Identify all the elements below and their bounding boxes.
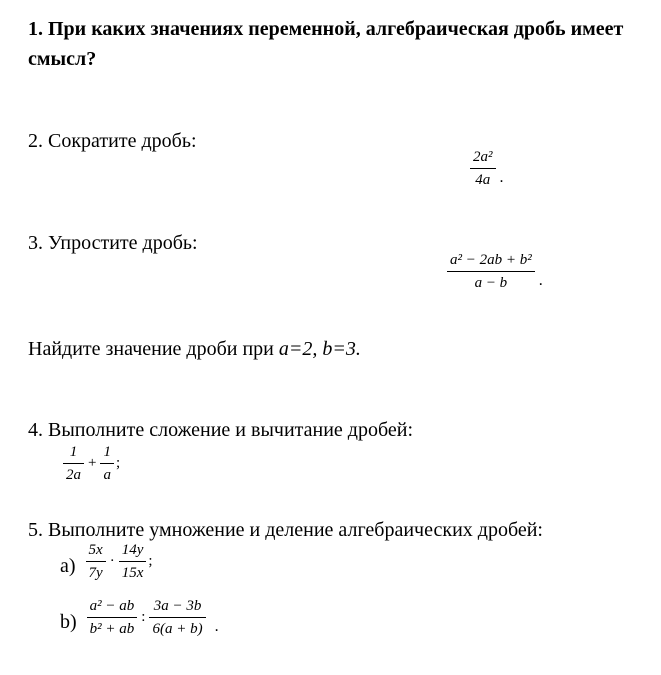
p5a-punctuation: ; [148, 553, 153, 569]
problem-4-label: 4. Выполните сложение и вычитание дробей: [28, 419, 414, 441]
p3-fraction-numerator: a² − 2ab + b² [447, 251, 535, 272]
p4-fraction-1-denominator: 2a [66, 467, 81, 483]
problem-3-label: 3. Упростите дробь: [28, 232, 198, 254]
p5a-fraction-1 [86, 541, 106, 582]
p4-punctuation: ; [115, 455, 121, 471]
p2-fraction-denominator: 4a [475, 172, 491, 188]
p5b-fraction-2-denominator: 6(a + b) [152, 621, 203, 637]
p5a-fraction-1-denominator: 7y [88, 565, 103, 581]
p3-note-math: a=2, b=3. [278, 338, 361, 360]
p3-punctuation: . [538, 272, 543, 289]
problem-2-label: 2. Сократите дробь: [28, 130, 197, 152]
p4-fraction-2-numerator: 1 [100, 443, 114, 464]
problem-3-expression [447, 251, 543, 292]
p5b-fraction-2 [149, 597, 205, 638]
p5b-fraction-1-numerator: a² − ab [87, 597, 138, 618]
p5a-item-label: a) [60, 555, 76, 577]
p5b-punctuation: . [214, 618, 219, 635]
problem-2-expression [470, 148, 504, 189]
problem-5b-expression [60, 597, 219, 638]
problem-5-label: 5. Выполните умножение и деление алгебраических дробей: [28, 519, 543, 541]
p5b-item-label: b) [60, 611, 77, 633]
p5a-fraction-2 [119, 541, 147, 582]
p4-fraction-1-numerator: 1 [63, 443, 84, 464]
p5a-fraction-2-numerator: 14y [119, 541, 147, 562]
p3-fraction [447, 251, 535, 292]
p2-fraction-numerator: 2a² [470, 148, 496, 169]
problem-5a-expression [60, 541, 153, 582]
division-colon-operator: : [141, 609, 146, 625]
problem-3-note [28, 334, 361, 364]
plus-operator: + [88, 455, 97, 471]
p4-fraction-2-denominator: a [103, 467, 111, 483]
p5a-fraction-1-numerator: 5x [86, 541, 106, 562]
p5a-fraction-2-denominator: 15x [121, 565, 144, 581]
p5b-fraction-1 [87, 597, 138, 638]
p2-punctuation: . [499, 169, 504, 186]
problem-4-expression [63, 443, 120, 484]
p2-fraction [470, 148, 496, 189]
problem-1-text: 1. При каких значениях переменной, алгебраическая дробь имеет смысл? [28, 18, 624, 70]
p3-fraction-denominator: a − b [474, 275, 508, 291]
p3-note-text: Найдите значение дроби при [28, 338, 279, 360]
multiplication-dot-operator: · [109, 553, 115, 569]
p5b-fraction-1-denominator: b² + ab [89, 621, 135, 637]
p4-fraction-2 [100, 443, 114, 484]
p5b-fraction-2-numerator: 3a − 3b [149, 597, 205, 618]
p4-fraction-1 [63, 443, 84, 484]
